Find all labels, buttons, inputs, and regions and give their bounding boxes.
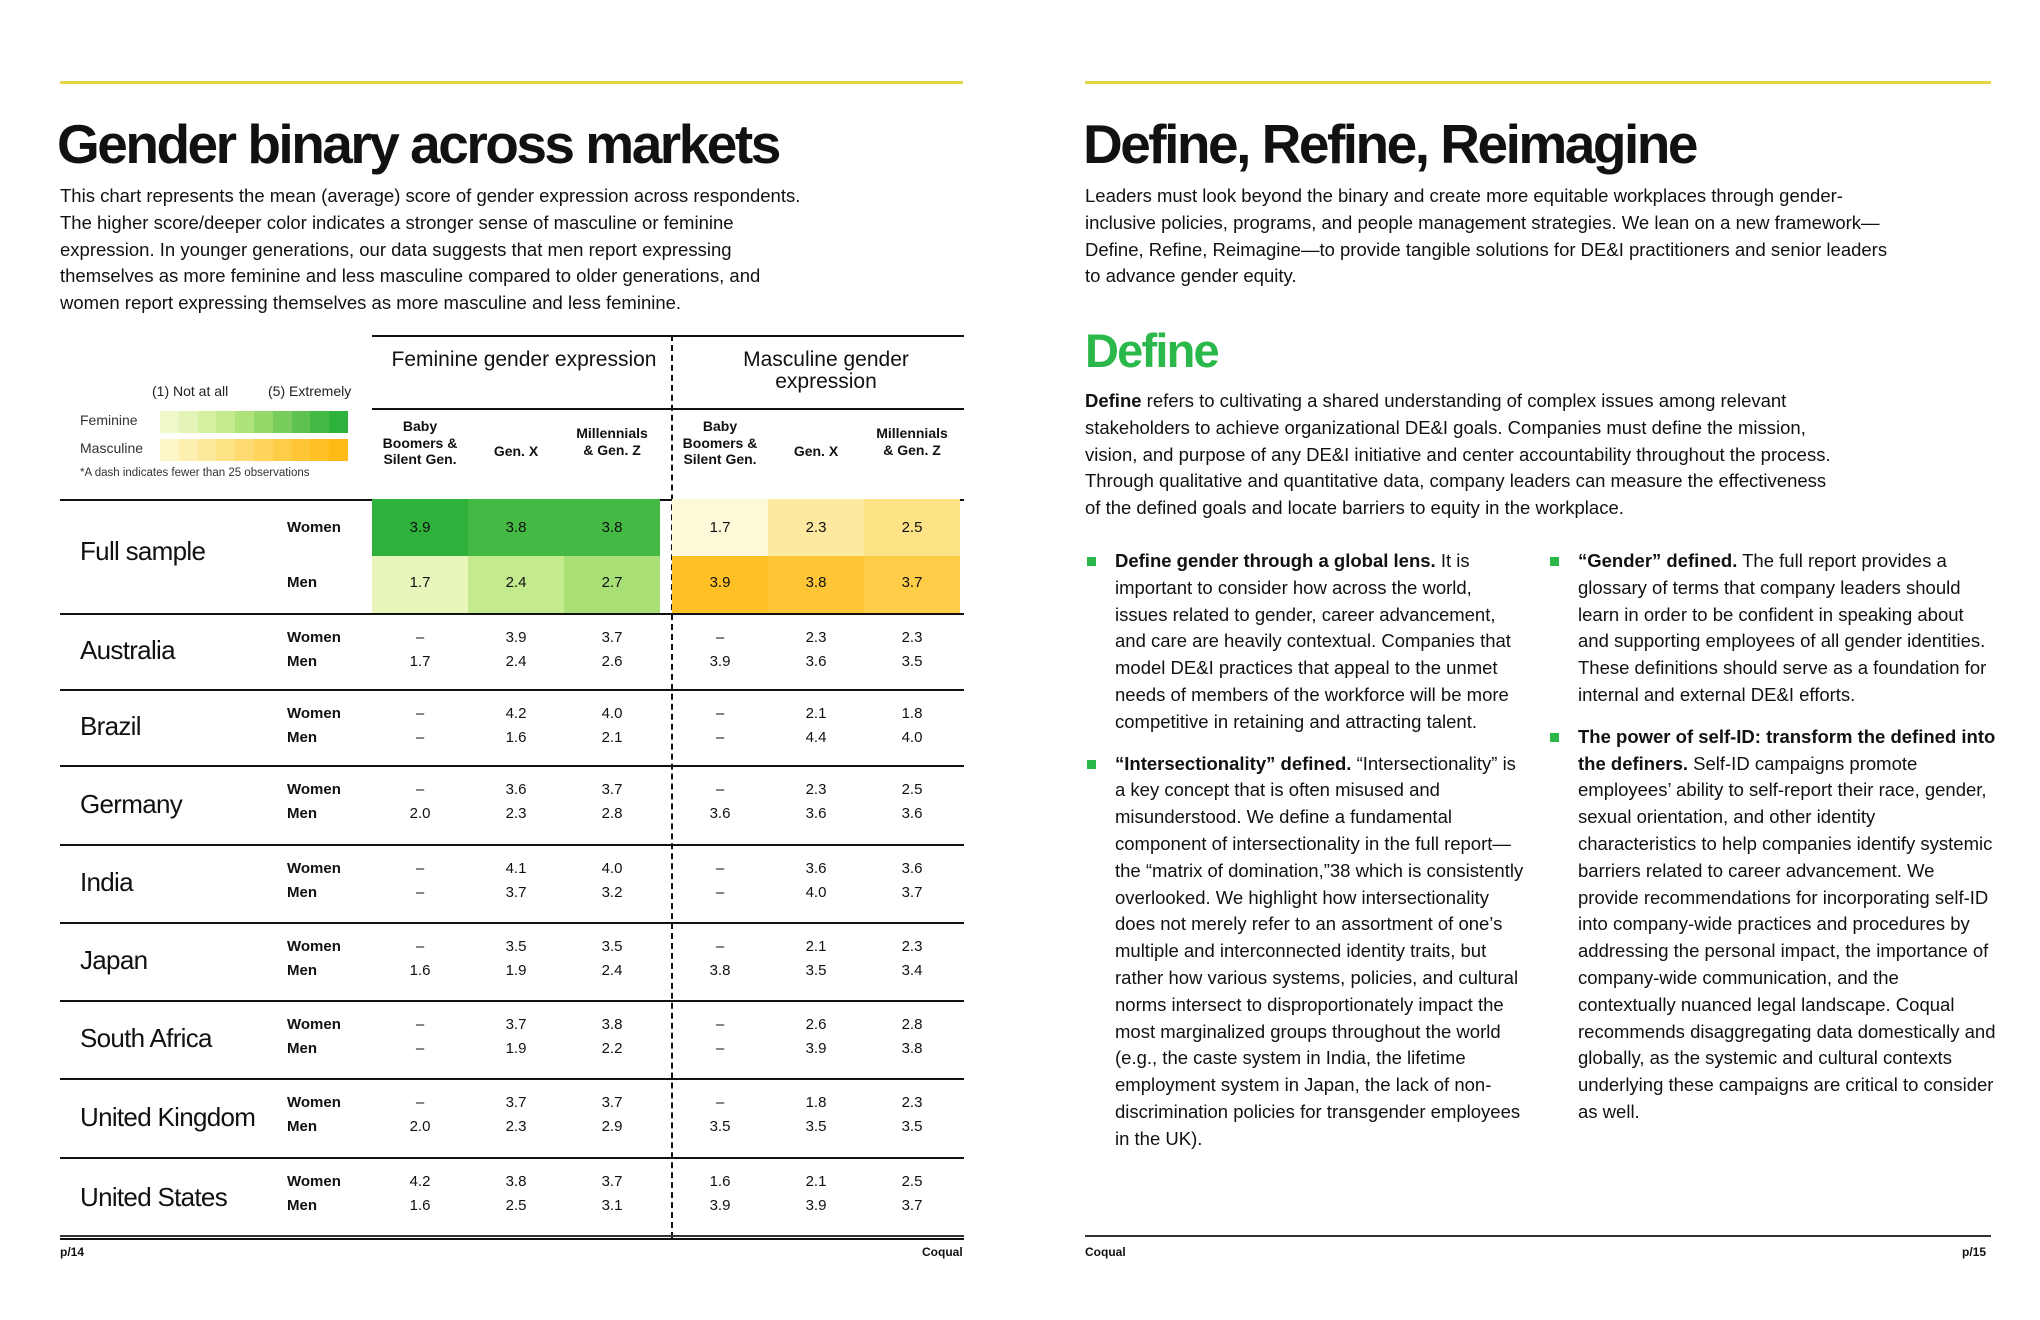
gender-label-women: Women: [287, 519, 341, 536]
table-cell: 1.7: [409, 574, 431, 591]
table-cell: 3.6: [805, 860, 827, 877]
gender-label-women: Women: [287, 860, 341, 877]
bullet-text: The full report provides a glossary of terms that company leaders should learn in order to be confident in speaking about and supporting employees of all gender identities. These definitions should serve as a foundation for internal and external DE&I efforts.: [1578, 550, 1987, 705]
bullet-lead: “Intersectionality” defined.: [1115, 752, 1352, 774]
brand-left: Coqual: [922, 1245, 963, 1259]
table-cell: 3.8: [601, 519, 623, 536]
row-divider: [60, 922, 964, 924]
table-cell: –: [415, 1016, 425, 1033]
table-cell: 2.5: [505, 1197, 527, 1214]
row-divider: [60, 689, 964, 691]
table-cell: 2.4: [505, 653, 527, 670]
column-header: Gen. X: [793, 443, 839, 459]
gender-label-women: Women: [287, 938, 341, 955]
gender-label-men: Men: [287, 729, 317, 746]
table-cell: 3.9: [409, 519, 431, 536]
top-rule-right: [1085, 81, 1991, 84]
table-cell: 4.0: [805, 884, 827, 901]
table-cell: 1.6: [505, 729, 527, 746]
table-cell: –: [415, 705, 425, 722]
table-cell: 3.7: [601, 1173, 623, 1190]
table-cell: –: [415, 860, 425, 877]
row-divider: [60, 844, 964, 846]
row-divider: [60, 613, 964, 615]
table-cell: –: [415, 781, 425, 798]
table-cell: 1.9: [505, 1040, 527, 1057]
table-cell: –: [715, 1094, 725, 1111]
table-cell: 2.3: [505, 1118, 527, 1135]
table-cell: 3.2: [601, 884, 623, 901]
table-cell: –: [415, 1094, 425, 1111]
row-divider: [60, 1238, 964, 1240]
table-cell: 4.0: [901, 729, 923, 746]
gender-label-men: Men: [287, 653, 317, 670]
gender-expression-table: [60, 335, 964, 1238]
gender-label-men: Men: [287, 574, 317, 591]
gender-label-women: Women: [287, 781, 341, 798]
table-cell: 4.2: [409, 1173, 431, 1190]
country-label: Full sample: [80, 536, 206, 566]
table-cell: 1.6: [709, 1173, 731, 1190]
bullet-text: “Intersectionality” is a key concept that is often misused and misunderstood. We define a fundamental component of intersectionality in the full report—the “matrix of domination,”38 which is consistently overlooked. We highlight how intersectionality does not merely refer to an assortment of one’s multiple and interconnected identity traits, but rather how various systems, policies, and cultural norms intersect to disproportionately impact the most marginalized groups throughout the world (e.g., the caste system in India, the lifetime employment system in Japan, the lack of non-discrimination policies for transgender employees in the UK).: [1115, 752, 1524, 1149]
bullet-square-icon: [1550, 733, 1559, 742]
table-top-rule: [372, 335, 964, 337]
table-cell: 3.9: [805, 1040, 827, 1057]
table-cell: 3.1: [601, 1197, 623, 1214]
table-cell: –: [715, 1016, 725, 1033]
bullet-text: Self-ID campaigns promote employees’ ability to self-report their race, gender, sexual orientation, and other identity characteristics to help companies identify systemic barriers related to career advancement. We provide recommendations for incorporating self-ID into company-wide practices and procedures by addressing the personal impact, the importance of company-wide communication, and the contextually nuanced legal landscape. Coqual recommends disaggregating data domestically and globally, as the systemic and cultural contexts underlying these campaigns are critical to consider as well.: [1578, 752, 1996, 1122]
country-label: United States: [80, 1181, 227, 1212]
gender-label-women: Women: [287, 1094, 341, 1111]
bullet-square-icon: [1087, 557, 1096, 566]
table-cell: 3.4: [901, 962, 923, 979]
gender-label-men: Men: [287, 962, 317, 979]
table-cell: 1.7: [709, 519, 731, 536]
row-divider: [60, 1078, 964, 1080]
gender-label-men: Men: [287, 805, 317, 822]
table-cell: 2.7: [601, 574, 623, 591]
group-header-masculine: Masculine gender expression: [743, 348, 909, 393]
table-cell: 3.8: [601, 1016, 623, 1033]
country-label: Australia: [80, 635, 175, 665]
table-cell: 1.6: [409, 962, 431, 979]
table-cell: 2.5: [901, 781, 923, 798]
table-cell: 3.9: [805, 1197, 827, 1214]
column-header: Millennials & Gen. Z: [576, 425, 648, 458]
country-label: Japan: [80, 945, 148, 975]
table-cell: 3.6: [505, 781, 527, 798]
bullet-item: [1548, 724, 1998, 1126]
table-cell: 2.4: [601, 962, 623, 979]
table-cell: 3.5: [505, 938, 527, 955]
table-cell: 3.5: [805, 1118, 827, 1135]
table-cell: –: [415, 729, 425, 746]
bullet-square-icon: [1087, 760, 1096, 769]
table-cell: 3.7: [505, 884, 527, 901]
country-label: Germany: [80, 788, 183, 819]
table-cell: 3.9: [709, 574, 731, 591]
gender-label-women: Women: [287, 705, 341, 722]
table-cell: 3.9: [709, 1197, 731, 1214]
gender-label-men: Men: [287, 1118, 317, 1135]
table-cell: 2.3: [505, 805, 527, 822]
table-cell: 2.3: [805, 781, 827, 798]
bullet-item: [1085, 548, 1525, 736]
page-number-right: p/15: [1962, 1245, 1987, 1259]
table-cell: 4.0: [601, 705, 623, 722]
table-cell: 3.7: [601, 781, 623, 798]
table-cell: 3.6: [805, 653, 827, 670]
define-text: refers to cultivating a shared understanding of complex issues among relevant stakeholders to achieve organizational DE&I goals. Companies must define the mission, vision, and purpose of any DE&I initiative and center accountability throughout the process. Through qualitative and quantitative data, company leaders can measure the effectiveness of the defined goals and locate barriers to equity in the workplace.: [1085, 390, 1831, 519]
table-cell: 3.7: [901, 574, 923, 591]
table-cell: 2.1: [805, 1173, 827, 1190]
table-cell: 1.8: [901, 705, 923, 722]
table-cell: 3.5: [709, 1118, 731, 1135]
legend-note: *A dash indicates fewer than 25 observations: [80, 467, 310, 479]
table-cell: 3.7: [505, 1094, 527, 1111]
bullet-column-right: [1548, 548, 1998, 1141]
table-cell: 2.1: [601, 729, 623, 746]
table-cell: 2.1: [805, 705, 827, 722]
row-divider: [60, 765, 964, 767]
table-cell: –: [415, 629, 425, 646]
page-title-left: Gender binary across markets: [57, 113, 779, 175]
table-cell: 2.2: [601, 1040, 623, 1057]
table-cell: –: [715, 781, 725, 798]
framework-intro-paragraph: Leaders must look beyond the binary and create more equitable workplaces through gender-inclusive policies, programs, and people management strategies. We lean on a new framework—Define, Refine, Reimagine—to provide tangible solutions for DE&I practitioners and senior leaders to advance gender equity.: [1085, 185, 1888, 287]
table-cell: 1.9: [505, 962, 527, 979]
table-cell: 2.5: [901, 1173, 923, 1190]
country-label: United Kingdom: [80, 1101, 256, 1132]
table-cell: 4.2: [505, 705, 527, 722]
country-label: India: [80, 867, 133, 897]
gender-label-men: Men: [287, 884, 317, 901]
table-cell: 3.7: [601, 629, 623, 646]
column-header: Baby Boomers & Silent Gen.: [682, 418, 758, 467]
table-cell: 4.1: [505, 860, 527, 877]
table-cell: 2.8: [901, 1016, 923, 1033]
table-cell: –: [715, 1040, 725, 1057]
table-cell: 1.8: [805, 1094, 827, 1111]
table-cell: 3.7: [901, 1197, 923, 1214]
bullet-lead: Define gender through a global lens.: [1115, 550, 1436, 571]
table-cell: 2.8: [601, 805, 623, 822]
bullet-item: [1548, 548, 1998, 709]
table-cell: 3.7: [601, 1094, 623, 1111]
table-cell: –: [715, 884, 725, 901]
table-cell: –: [715, 629, 725, 646]
table-cell: –: [715, 729, 725, 746]
gender-label-men: Men: [287, 1197, 317, 1214]
table-cell: 3.6: [709, 805, 731, 822]
table-cell: 3.7: [901, 884, 923, 901]
table-cell: 3.5: [901, 1118, 923, 1135]
column-header: Millennials & Gen. Z: [876, 425, 948, 458]
row-divider: [60, 1157, 964, 1159]
bullet-square-icon: [1550, 557, 1559, 566]
column-header: Baby Boomers & Silent Gen.: [382, 418, 458, 467]
legend-feminine-label: Feminine: [80, 412, 138, 428]
bullet-lead: The power of self-ID: transform the defined into the definers.: [1578, 725, 1996, 774]
table-cell: 2.3: [901, 938, 923, 955]
gender-label-women: Women: [287, 1173, 341, 1190]
table-cell: 3.5: [805, 962, 827, 979]
table-cell: 3.9: [709, 653, 731, 670]
define-lead: Define: [1085, 390, 1142, 411]
table-cell: 1.7: [409, 653, 431, 670]
gender-label-women: Women: [287, 1016, 341, 1033]
table-cell: –: [415, 1040, 425, 1057]
table-cell: 3.8: [505, 519, 527, 536]
footer-rule-left: [60, 1235, 964, 1237]
table-cell: 3.6: [901, 860, 923, 877]
legend-masculine-label: Masculine: [80, 440, 144, 456]
table-cell: 4.0: [601, 860, 623, 877]
group-header-feminine: Feminine gender expression: [391, 348, 657, 371]
bullet-text: It is important to consider how across the world, issues related to gender, career advancement, and care are heavily contextual. Companies that model DE&I practices that appeal to the unmet needs of members of the workforce will be more competitive in retaining and attracting talent.: [1115, 550, 1511, 732]
bullet-column-left: [1085, 548, 1525, 1168]
table-cell: 3.5: [901, 653, 923, 670]
table-cell: 1.6: [409, 1197, 431, 1214]
table-cell: 3.7: [505, 1016, 527, 1033]
brand-right: Coqual: [1085, 1245, 1126, 1259]
gender-label-women: Women: [287, 629, 341, 646]
gender-label-men: Men: [287, 1040, 317, 1057]
table-cell: 3.5: [601, 938, 623, 955]
table-cell: 2.4: [505, 574, 527, 591]
table-cell: –: [715, 705, 725, 722]
table-cell: 3.8: [709, 962, 731, 979]
table-group-rule: [372, 408, 964, 410]
bullet-item: [1085, 751, 1525, 1153]
table-cell: 2.5: [901, 519, 923, 536]
country-label: Brazil: [80, 711, 141, 741]
chart-intro-paragraph: This chart represents the mean (average) score of gender expression across respondents. The higher score/deeper color indicates a stronger sense of masculine or feminine expression. In younger generations, our data suggests that men report expressing themselves as more feminine and less masculine compared to older generations, and women report expressing themselves as more masculine and less feminine.: [60, 185, 801, 314]
table-cell: 3.8: [901, 1040, 923, 1057]
table-cell: 2.6: [805, 1016, 827, 1033]
table-cell: 2.3: [805, 629, 827, 646]
table-cell: 3.8: [805, 574, 827, 591]
row-divider: [60, 1000, 964, 1002]
table-cell: 2.0: [409, 1118, 431, 1135]
table-cell: 2.3: [901, 1094, 923, 1111]
table-cell: 3.8: [505, 1173, 527, 1190]
table-cell: 3.6: [805, 805, 827, 822]
column-header: Gen. X: [493, 443, 539, 459]
footer-rule-right: [1085, 1235, 1991, 1237]
table-cell: 3.9: [505, 629, 527, 646]
page-title-right: Define, Refine, Reimagine: [1083, 113, 1696, 175]
table-cell: 2.3: [901, 629, 923, 646]
table-cell: –: [415, 938, 425, 955]
table-cell: 4.4: [805, 729, 827, 746]
legend-scale-low: (1) Not at all: [152, 383, 229, 399]
table-cell: 2.6: [601, 653, 623, 670]
table-cell: 2.0: [409, 805, 431, 822]
table-cell: 2.3: [805, 519, 827, 536]
table-cell: 3.6: [901, 805, 923, 822]
country-label: South Africa: [80, 1023, 212, 1053]
page-number-left: p/14: [60, 1245, 85, 1259]
bullet-lead: “Gender” defined.: [1578, 550, 1738, 571]
define-heading: Define: [1085, 324, 1218, 377]
table-cell: 2.1: [805, 938, 827, 955]
legend-scale-high: (5) Extremely: [268, 383, 352, 399]
table-cell: –: [415, 884, 425, 901]
top-rule-left: [60, 81, 963, 84]
table-cell: –: [715, 938, 725, 955]
table-cell: –: [715, 860, 725, 877]
table-cell: 2.9: [601, 1118, 623, 1135]
define-paragraph: [1085, 388, 1845, 522]
